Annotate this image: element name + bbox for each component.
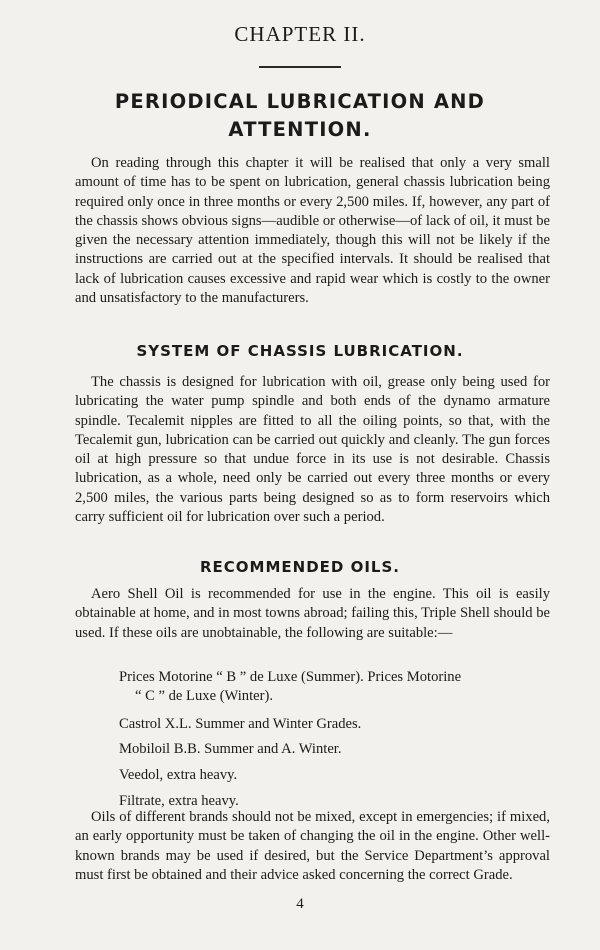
chassis-lubrication-paragraph: The chassis is designed for lubrication with oil, grease only being used for lubricating the water pump spindle and both ends of the dynamo armature spindle. Tecalemit nipples are fitted to all the oiling points, so that, with the Tecalemit gun, lubrication can be carried out quickly and cleanly. The gun forces oil at high pressure so that undue force in its use is not desirable. Chassis lubrication, as a whole, need only be carried out every three months or every 2,500 miles, the various parts being designed so as to form reservoirs which carry sufficient oil for lubrication over such a period. <box>75 374 550 526</box>
intro-paragraph: On reading through this chapter it will be realised that only a very small amount of time has to be spent on lubrication, general chassis lubrication being required only once in three months or every 2,500 miles. If, however, any part of the chassis shows obvious signs—audible or otherwise—of lack of oil, it must be given the necessary attention immediately, though this will not be likely if the instructions are carried out at the specified intervals. It should be realised that lack of lubrication causes excessive and rapid wear which is costly to the owner and unsatisfactory to the manufacturers. <box>75 155 550 307</box>
oil-item-prices-line-2: “ C ” de Luxe (Winter). <box>135 688 273 704</box>
chassis-lubrication-heading: SYSTEM OF CHASSIS LUBRICATION. <box>136 342 464 360</box>
list-item: Filtrate, extra heavy. <box>119 793 239 809</box>
chapter-heading: CHAPTER II. <box>234 22 366 46</box>
list-item <box>119 668 550 706</box>
recommended-oils-paragraph: Aero Shell Oil is recommended for use in the engine. This oil is easily obtainable at home, and in most towns abroad; failing this, Triple Shell should be used. If these oils are unobtainable, the following are suitable:— <box>75 586 550 641</box>
oil-list <box>119 668 550 811</box>
closing-paragraph: Oils of different brands should not be mixed, except in emergencies; if mixed, an early opportunity must be taken of changing the oil in the engine. Other well-known brands may be used if desired, but the Service Department’s approval must first be obtained and their advice asked concerning the correct Grade. <box>75 809 550 883</box>
chapter-divider <box>259 66 341 68</box>
page-title <box>0 88 600 144</box>
oil-item-prices-line-1: Prices Motorine “ B ” de Luxe (Summer). Prices Motorine <box>119 669 462 685</box>
list-item: Mobiloil B.B. Summer and A. Winter. <box>119 741 342 757</box>
page-title-line-1: PERIODICAL LUBRICATION AND <box>114 90 486 113</box>
recommended-oils-heading: RECOMMENDED OILS. <box>200 558 400 576</box>
list-item: Veedol, extra heavy. <box>119 767 238 783</box>
page-title-line-2: ATTENTION. <box>228 118 372 141</box>
list-item: Castrol X.L. Summer and Winter Grades. <box>119 716 362 732</box>
page-number: 4 <box>296 896 304 912</box>
